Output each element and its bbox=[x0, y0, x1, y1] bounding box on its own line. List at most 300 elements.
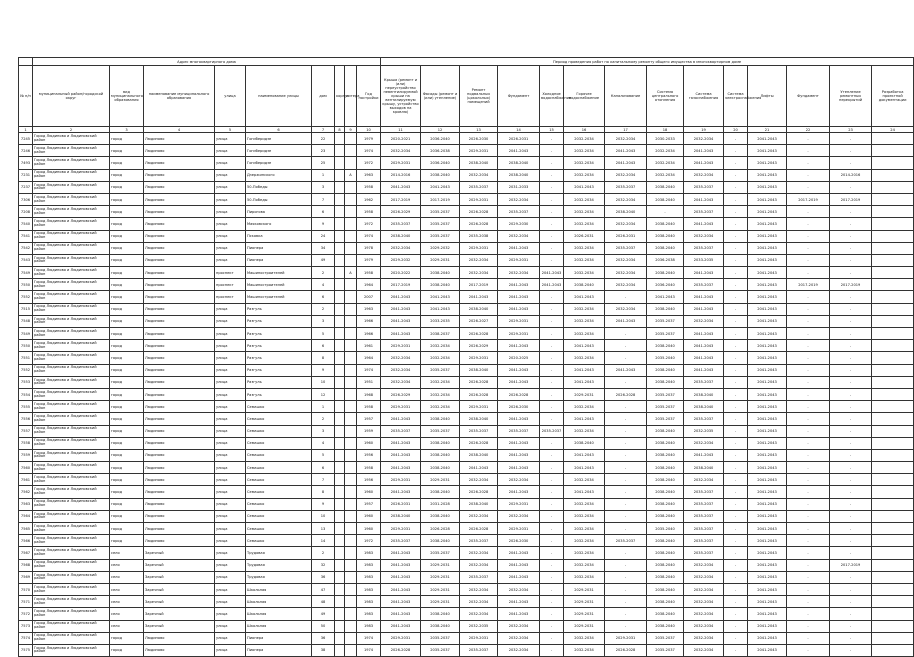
street-name-cell: Семашко bbox=[246, 523, 312, 535]
period-cell: - bbox=[540, 559, 564, 571]
period-cell: 2041-2043 bbox=[748, 449, 787, 461]
municipality-cell: Людиново bbox=[144, 401, 215, 413]
period-cell: 2026-2028 bbox=[498, 388, 540, 400]
row-number: 7573 bbox=[19, 620, 33, 632]
period-cell: - bbox=[605, 413, 647, 425]
period-cell bbox=[872, 413, 914, 425]
period-cell: 2026-2031 bbox=[498, 133, 540, 145]
table-row bbox=[19, 157, 914, 169]
period-cell: - bbox=[830, 267, 872, 279]
period-cell: - bbox=[724, 425, 748, 437]
period-cell: 2032-2034 bbox=[605, 267, 647, 279]
period-cell: - bbox=[724, 583, 748, 595]
period-cell: 2038-2040 bbox=[460, 413, 498, 425]
period-cell: 2041-2043 bbox=[381, 413, 421, 425]
period-cell: 2041-2043 bbox=[684, 364, 724, 376]
building-cell bbox=[335, 474, 345, 486]
district-cell: Город Людиново и Людиновский район bbox=[33, 376, 110, 388]
repair-period-group-header: Период проведения работ по капитальному ремонту общего имущества в многоквартирном доме bbox=[381, 58, 914, 66]
settlement-type-cell: город bbox=[110, 279, 144, 291]
period-cell: - bbox=[787, 498, 830, 510]
period-cell: - bbox=[724, 632, 748, 644]
municipality-cell: Людиново bbox=[144, 206, 215, 218]
period-cell: 2035-2037 bbox=[684, 535, 724, 547]
period-cell bbox=[872, 596, 914, 608]
period-cell bbox=[872, 206, 914, 218]
building-cell bbox=[335, 340, 345, 352]
building-cell bbox=[335, 133, 345, 145]
built-year-cell: 2007 bbox=[357, 291, 381, 303]
built-year-cell: 1960 bbox=[357, 486, 381, 498]
period-cell: 2032-2034 bbox=[564, 328, 605, 340]
period-cell: 2041-2043 bbox=[540, 279, 564, 291]
settlement-type-cell: город bbox=[110, 462, 144, 474]
period-cell: - bbox=[540, 364, 564, 376]
period-cell: - bbox=[605, 608, 647, 620]
letter-cell bbox=[345, 413, 357, 425]
period-cell: 2041-2043 bbox=[748, 340, 787, 352]
period-cell: 2038-2040 bbox=[647, 267, 684, 279]
period-cell: 2029-2031 bbox=[498, 523, 540, 535]
built-year-cell: 1983 bbox=[357, 547, 381, 559]
table-row bbox=[19, 169, 914, 181]
period-cell: 2038-2040 bbox=[421, 510, 460, 522]
house-number-cell: 10 bbox=[312, 510, 335, 522]
built-year-cell: 1957 bbox=[357, 413, 381, 425]
period-cell: 2026-2031 bbox=[564, 230, 605, 242]
period-cell: 2032-2034 bbox=[684, 474, 724, 486]
column-header: № п/п bbox=[19, 66, 33, 127]
row-number: 7570 bbox=[19, 583, 33, 595]
column-number: 3 bbox=[110, 127, 144, 133]
letter-cell bbox=[345, 242, 357, 254]
period-cell: 2035-2037 bbox=[647, 328, 684, 340]
street-name-cell: Разгуль bbox=[246, 328, 312, 340]
period-cell: 2032-2034 bbox=[498, 510, 540, 522]
built-year-cell: 1974 bbox=[357, 230, 381, 242]
period-cell: 2038-2040 bbox=[460, 303, 498, 315]
period-cell: 2032-2034 bbox=[564, 218, 605, 230]
period-cell: - bbox=[724, 462, 748, 474]
table-row bbox=[19, 388, 914, 400]
period-cell: 2032-2034 bbox=[564, 315, 605, 327]
street-name-cell: Разгуль bbox=[246, 388, 312, 400]
period-cell: 2032-2034 bbox=[564, 559, 605, 571]
period-cell: - bbox=[540, 145, 564, 157]
house-number-cell: 32 bbox=[312, 559, 335, 571]
settlement-type-cell: город bbox=[110, 315, 144, 327]
house-number-cell: 4 bbox=[312, 279, 335, 291]
building-cell bbox=[335, 425, 345, 437]
letter-cell bbox=[345, 157, 357, 169]
period-cell: - bbox=[724, 230, 748, 242]
period-cell: 2029-2031 bbox=[421, 474, 460, 486]
street-name-cell: Семашко bbox=[246, 425, 312, 437]
letter-cell bbox=[345, 352, 357, 364]
period-cell: 2038-2040 bbox=[421, 169, 460, 181]
period-cell: 2041-2043 bbox=[498, 449, 540, 461]
municipality-cell: Людиново bbox=[144, 193, 215, 205]
street-type-cell: улица bbox=[215, 242, 246, 254]
letter-cell bbox=[345, 510, 357, 522]
period-cell: 2032-2034 bbox=[605, 218, 647, 230]
period-cell: - bbox=[724, 523, 748, 535]
period-cell: 2041-2043 bbox=[381, 608, 421, 620]
settlement-type-cell: город bbox=[110, 254, 144, 266]
row-number: 7540 bbox=[19, 218, 33, 230]
building-cell bbox=[335, 498, 345, 510]
table-row bbox=[19, 193, 914, 205]
period-cell: 2017-2019 bbox=[381, 279, 421, 291]
period-cell: 2026-2028 bbox=[460, 388, 498, 400]
period-cell: 2038-2040 bbox=[647, 230, 684, 242]
letter-cell bbox=[345, 364, 357, 376]
period-cell: - bbox=[540, 206, 564, 218]
period-cell: - bbox=[787, 608, 830, 620]
row-number: 7550 bbox=[19, 279, 33, 291]
street-name-cell: Семашко bbox=[246, 437, 312, 449]
district-cell: Город Людиново и Людиновский район bbox=[33, 315, 110, 327]
period-cell: - bbox=[830, 206, 872, 218]
period-cell: 2032-2034 bbox=[421, 352, 460, 364]
letter-cell bbox=[345, 449, 357, 461]
settlement-type-cell: город bbox=[110, 401, 144, 413]
period-cell: 2035-2037 bbox=[684, 206, 724, 218]
period-cell: 2032-2034 bbox=[605, 133, 647, 145]
municipality-cell: Людиново bbox=[144, 340, 215, 352]
period-cell: 2041-2043 bbox=[748, 315, 787, 327]
house-number-cell: 2 bbox=[312, 413, 335, 425]
period-cell: - bbox=[724, 340, 748, 352]
period-cell: - bbox=[540, 157, 564, 169]
period-cell: 2041-2043 bbox=[564, 486, 605, 498]
period-cell: 2038-2040 bbox=[460, 498, 498, 510]
period-cell: 2041-2043 bbox=[748, 181, 787, 193]
period-cell: 2032-2034 bbox=[684, 571, 724, 583]
period-cell: 2041-2043 bbox=[564, 340, 605, 352]
column-header: Холодное водоснабжение bbox=[540, 66, 564, 127]
period-cell bbox=[872, 169, 914, 181]
period-cell: 2014-2016 bbox=[381, 169, 421, 181]
street-type-cell: улица bbox=[215, 644, 246, 656]
period-cell: 2041-2043 bbox=[748, 218, 787, 230]
period-cell: - bbox=[605, 498, 647, 510]
period-cell: 2026-2030 bbox=[498, 535, 540, 547]
street-name-cell: Семашко bbox=[246, 498, 312, 510]
period-cell: - bbox=[540, 291, 564, 303]
table-row bbox=[19, 401, 914, 413]
period-cell: 2041-2043 bbox=[748, 425, 787, 437]
period-cell: 2026-2028 bbox=[460, 218, 498, 230]
period-cell: - bbox=[724, 608, 748, 620]
letter-cell bbox=[345, 254, 357, 266]
period-cell: 2029-2031 bbox=[498, 328, 540, 340]
letter-cell: А bbox=[345, 267, 357, 279]
street-name-cell: Семашко bbox=[246, 535, 312, 547]
period-cell: - bbox=[540, 218, 564, 230]
house-number-cell: 3 bbox=[312, 425, 335, 437]
period-cell: 2032-2034 bbox=[498, 230, 540, 242]
period-cell: 2035-2037 bbox=[684, 181, 724, 193]
street-type-cell: улица bbox=[215, 608, 246, 620]
building-cell bbox=[335, 145, 345, 157]
street-name-cell: Трудовая bbox=[246, 559, 312, 571]
period-cell: 2035-2037 bbox=[684, 547, 724, 559]
street-type-cell: проспект bbox=[215, 291, 246, 303]
period-cell: - bbox=[830, 133, 872, 145]
period-cell: - bbox=[830, 364, 872, 376]
municipality-cell: Людиново bbox=[144, 644, 215, 656]
house-number-cell: 7 bbox=[312, 193, 335, 205]
row-number: 7493 bbox=[19, 157, 33, 169]
table-row bbox=[19, 303, 914, 315]
letter-cell bbox=[345, 193, 357, 205]
table-row bbox=[19, 559, 914, 571]
period-cell: 2032-2034 bbox=[684, 632, 724, 644]
period-cell: 2038-2040 bbox=[647, 364, 684, 376]
period-cell: 2032-2034 bbox=[684, 608, 724, 620]
period-cell: - bbox=[787, 547, 830, 559]
period-cell: - bbox=[787, 242, 830, 254]
street-type-cell: улица bbox=[215, 413, 246, 425]
district-cell: Город Людиново и Людиновский район bbox=[33, 193, 110, 205]
street-type-cell: улица bbox=[215, 498, 246, 510]
period-cell: 2041-2043 bbox=[684, 340, 724, 352]
period-cell: 2029-2031 bbox=[460, 242, 498, 254]
period-cell: 2041-2043 bbox=[684, 193, 724, 205]
building-cell bbox=[335, 535, 345, 547]
period-cell: 2038-2040 bbox=[647, 181, 684, 193]
period-cell bbox=[872, 620, 914, 632]
row-number: 7542 bbox=[19, 242, 33, 254]
period-cell: - bbox=[540, 340, 564, 352]
period-cell: 2038-2040 bbox=[647, 474, 684, 486]
period-cell: 2041-2043 bbox=[381, 291, 421, 303]
column-header: Система газоснабжения bbox=[684, 66, 724, 127]
row-number: 7515 bbox=[19, 303, 33, 315]
building-cell bbox=[335, 486, 345, 498]
period-cell: - bbox=[787, 315, 830, 327]
period-cell: 2032-2034 bbox=[564, 193, 605, 205]
period-cell: 2038-2040 bbox=[498, 157, 540, 169]
district-cell: Город Людиново и Людиновский район bbox=[33, 608, 110, 620]
street-type-cell: улица bbox=[215, 181, 246, 193]
house-number-cell: 6 bbox=[312, 462, 335, 474]
house-number-cell: 10 bbox=[312, 376, 335, 388]
period-cell: 2029-2031 bbox=[605, 632, 647, 644]
building-cell bbox=[335, 620, 345, 632]
building-cell bbox=[335, 388, 345, 400]
period-cell: 2035-2037 bbox=[684, 242, 724, 254]
municipality-cell: Людиново bbox=[144, 449, 215, 461]
period-cell: 2017-2019 bbox=[381, 193, 421, 205]
period-cell: - bbox=[724, 498, 748, 510]
table-row bbox=[19, 413, 914, 425]
period-cell: - bbox=[724, 535, 748, 547]
period-cell: 2041-2043 bbox=[421, 181, 460, 193]
period-cell: 2029-2031 bbox=[381, 523, 421, 535]
street-name-cell: Машиностроителей bbox=[246, 279, 312, 291]
period-cell: 2032-2034 bbox=[605, 193, 647, 205]
row-number: 7558 bbox=[19, 437, 33, 449]
municipality-cell: Людиново bbox=[144, 352, 215, 364]
period-cell: - bbox=[540, 328, 564, 340]
table-row bbox=[19, 547, 914, 559]
period-cell: 2041-2043 bbox=[748, 291, 787, 303]
period-cell: 2032-2034 bbox=[684, 230, 724, 242]
period-cell: 2036-2040 bbox=[647, 279, 684, 291]
settlement-type-cell: город bbox=[110, 474, 144, 486]
period-cell: - bbox=[605, 291, 647, 303]
period-cell: 2038-2040 bbox=[421, 608, 460, 620]
street-name-cell: Разгуль bbox=[246, 303, 312, 315]
district-cell: Город Людиново и Людиновский район bbox=[33, 388, 110, 400]
row-number: 7560 bbox=[19, 462, 33, 474]
period-cell: - bbox=[787, 583, 830, 595]
district-cell: Город Людиново и Людиновский район bbox=[33, 632, 110, 644]
table-row bbox=[19, 267, 914, 279]
house-number-cell: 6 bbox=[312, 206, 335, 218]
municipality-cell: Людиново bbox=[144, 486, 215, 498]
letter-cell bbox=[345, 523, 357, 535]
letter-cell bbox=[345, 632, 357, 644]
period-cell bbox=[872, 145, 914, 157]
street-name-cell: Семашко bbox=[246, 401, 312, 413]
period-cell: 2038-2040 bbox=[647, 571, 684, 583]
period-cell: 2032-2034 bbox=[498, 474, 540, 486]
district-cell: Город Людиново и Людиновский район bbox=[33, 535, 110, 547]
period-cell: 2041-2043 bbox=[748, 620, 787, 632]
period-cell: 2041-2043 bbox=[381, 571, 421, 583]
period-cell: - bbox=[724, 267, 748, 279]
period-cell: - bbox=[605, 596, 647, 608]
period-cell: 2041-2043 bbox=[748, 644, 787, 656]
letter-cell bbox=[345, 133, 357, 145]
period-cell: - bbox=[540, 620, 564, 632]
street-name-cell: Гогиберидзе bbox=[246, 157, 312, 169]
period-cell: 2032-2034 bbox=[564, 401, 605, 413]
period-cell: 2032-2034 bbox=[564, 632, 605, 644]
building-cell bbox=[335, 279, 345, 291]
period-cell: 2014-2016 bbox=[830, 169, 872, 181]
district-cell: Город Людиново и Людиновский район bbox=[33, 437, 110, 449]
period-cell: - bbox=[724, 218, 748, 230]
municipality-cell: Людиново bbox=[144, 437, 215, 449]
period-cell: 2041-2043 bbox=[564, 449, 605, 461]
period-cell: 2038-2040 bbox=[421, 267, 460, 279]
period-cell: 2035-2037 bbox=[605, 535, 647, 547]
period-cell: - bbox=[830, 340, 872, 352]
period-cell: 2032-2034 bbox=[460, 583, 498, 595]
letter-cell bbox=[345, 401, 357, 413]
period-cell: - bbox=[540, 571, 564, 583]
period-cell: 2032-2034 bbox=[460, 559, 498, 571]
period-cell: 2041-2043 bbox=[684, 352, 724, 364]
period-cell: 2041-2043 bbox=[684, 218, 724, 230]
built-year-cell: 1964 bbox=[357, 279, 381, 291]
table-row bbox=[19, 376, 914, 388]
period-cell: 2032-2034 bbox=[564, 133, 605, 145]
house-number-cell: 23 bbox=[312, 145, 335, 157]
period-cell: 2032-2034 bbox=[498, 193, 540, 205]
period-cell: - bbox=[830, 230, 872, 242]
period-cell: - bbox=[724, 486, 748, 498]
period-cell: - bbox=[724, 169, 748, 181]
street-name-cell: Семашко bbox=[246, 474, 312, 486]
municipality-cell: Людиново bbox=[144, 364, 215, 376]
house-number-cell: 49 bbox=[312, 254, 335, 266]
row-number: 7245 bbox=[19, 133, 33, 145]
period-cell: 2029-2031 bbox=[460, 632, 498, 644]
period-cell: - bbox=[830, 291, 872, 303]
street-name-cell: Маяковского bbox=[246, 218, 312, 230]
period-cell: 2032-2034 bbox=[647, 157, 684, 169]
repair-schedule-table bbox=[18, 57, 914, 657]
period-cell: - bbox=[724, 352, 748, 364]
column-header: муниципальный район/городской округ bbox=[33, 66, 110, 127]
letter-cell bbox=[345, 437, 357, 449]
period-cell: 2041-2043 bbox=[684, 303, 724, 315]
house-number-cell: 1 bbox=[312, 401, 335, 413]
table-row bbox=[19, 523, 914, 535]
letter-cell bbox=[345, 547, 357, 559]
column-header: Горячее водоснабжение bbox=[564, 66, 605, 127]
period-cell: - bbox=[540, 169, 564, 181]
house-number-cell: 8 bbox=[312, 486, 335, 498]
period-cell: 2035-2037 bbox=[421, 364, 460, 376]
settlement-type-cell: город bbox=[110, 169, 144, 181]
period-cell: 2029-2031 bbox=[498, 315, 540, 327]
period-cell: - bbox=[605, 547, 647, 559]
period-cell: 2029-2031 bbox=[564, 583, 605, 595]
period-cell: 2032-2034 bbox=[460, 169, 498, 181]
period-cell: 2035-2037 bbox=[540, 425, 564, 437]
table-row bbox=[19, 583, 914, 595]
period-cell: - bbox=[787, 388, 830, 400]
period-cell: - bbox=[787, 218, 830, 230]
municipality-cell: Людиново bbox=[144, 133, 215, 145]
period-cell bbox=[872, 279, 914, 291]
period-cell: 2041-2043 bbox=[421, 291, 460, 303]
period-cell: 2038-2040 bbox=[647, 437, 684, 449]
period-cell: 2030-2033 bbox=[647, 133, 684, 145]
period-cell: 2041-2043 bbox=[748, 145, 787, 157]
period-cell: - bbox=[724, 315, 748, 327]
period-cell: 2026-2028 bbox=[460, 328, 498, 340]
building-cell bbox=[335, 437, 345, 449]
street-name-cell: Машиностроителей bbox=[246, 267, 312, 279]
period-cell: 2029-2031 bbox=[381, 340, 421, 352]
period-cell: - bbox=[724, 328, 748, 340]
municipality-cell: Заречный bbox=[144, 583, 215, 595]
column-header: литера bbox=[345, 66, 357, 127]
period-cell: 2035-2040 bbox=[647, 523, 684, 535]
period-cell: 2035-2037 bbox=[647, 388, 684, 400]
building-cell bbox=[335, 230, 345, 242]
period-cell: - bbox=[830, 181, 872, 193]
period-cell: 2041-2043 bbox=[381, 328, 421, 340]
street-name-cell: Псковка bbox=[246, 230, 312, 242]
period-cell: - bbox=[830, 547, 872, 559]
letter-cell bbox=[345, 291, 357, 303]
period-cell: 2032-2034 bbox=[421, 388, 460, 400]
district-cell: Город Людиново и Людиновский район bbox=[33, 510, 110, 522]
period-cell: - bbox=[787, 523, 830, 535]
house-number-cell: 25 bbox=[312, 157, 335, 169]
period-cell: - bbox=[724, 242, 748, 254]
column-header: Разработка проектной документации bbox=[872, 66, 914, 127]
letter-cell bbox=[345, 462, 357, 474]
